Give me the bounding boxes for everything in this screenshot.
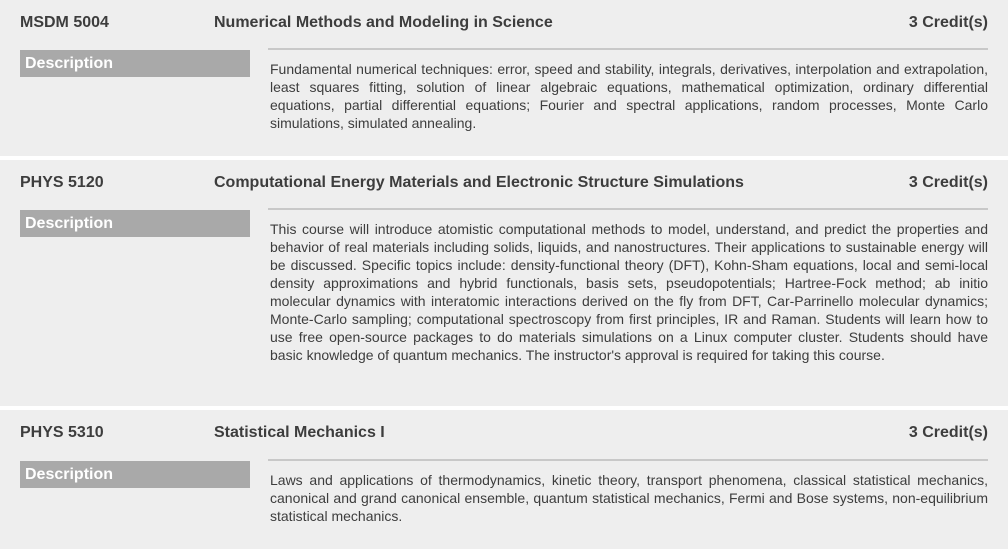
course-description: Laws and applications of thermodynamics, kinetic theory, transport phenomena, classical statistical mechanics, canonical and grand canonical ensemble, quantum statistical mechanics, Fermi and Bose systems, non-equilibrium statistical mechanics. (270, 472, 988, 524)
course-code: MSDM 5004 (20, 14, 109, 31)
course-code: PHYS 5310 (20, 424, 104, 441)
course-credits: 3 Credit(s) (908, 174, 988, 191)
course-code: PHYS 5120 (20, 174, 104, 191)
course-description: This course will introduce atomistic computational methods to model, understand, and predict the properties and behavior of real materials including solids, liquids, and nanostructures. Their applications to sustainable energy will be discussed. Specific topics include: density-functional theory (DFT), Kohn-Sham equations, local and semi-local density approximations and hybrid functionals, basis sets, pseudopotentials; Hartree-Fock method; ab initio molecular dynamics with interatomic interactions derived on the fly from DFT, Car-Parrinello molecular dynamics; Monte-Carlo sampling; computational spectroscopy from first principles, IR and Raman. Students will learn how to use free open-source packages to do materials simulations on a Linux computer cluster. Students should have basic knowledge of quantum mechanics. The instructor's approval is required for taking this course. (270, 221, 988, 363)
course-card (0, 0, 1008, 156)
course-header (0, 160, 1008, 200)
description-label: Description (20, 461, 250, 488)
description-divider (268, 459, 988, 461)
description-label: Description (20, 50, 250, 77)
course-credits: 3 Credit(s) (908, 424, 988, 441)
course-header (0, 0, 1008, 40)
description-divider (268, 48, 988, 50)
course-card (0, 160, 1008, 406)
course-title: Computational Energy Materials and Electronic Structure Simulations (214, 174, 744, 191)
course-title: Numerical Methods and Modeling in Science (214, 14, 553, 31)
description-label: Description (20, 210, 250, 237)
description-divider (268, 208, 988, 210)
course-title: Statistical Mechanics I (214, 424, 385, 441)
course-header (0, 410, 1008, 450)
course-description: Fundamental numerical techniques: error, speed and stability, integrals, derivatives, interpolation and extrapolation, least squares fitting, solution of linear algebraic equations, mathematical optimization, ordinary differential equations, partial differential equations; Fourier and spectral applications, random processes, Monte Carlo simulations, simulated annealing. (270, 61, 988, 131)
course-credits: 3 Credit(s) (908, 14, 988, 31)
course-card (0, 410, 1008, 549)
